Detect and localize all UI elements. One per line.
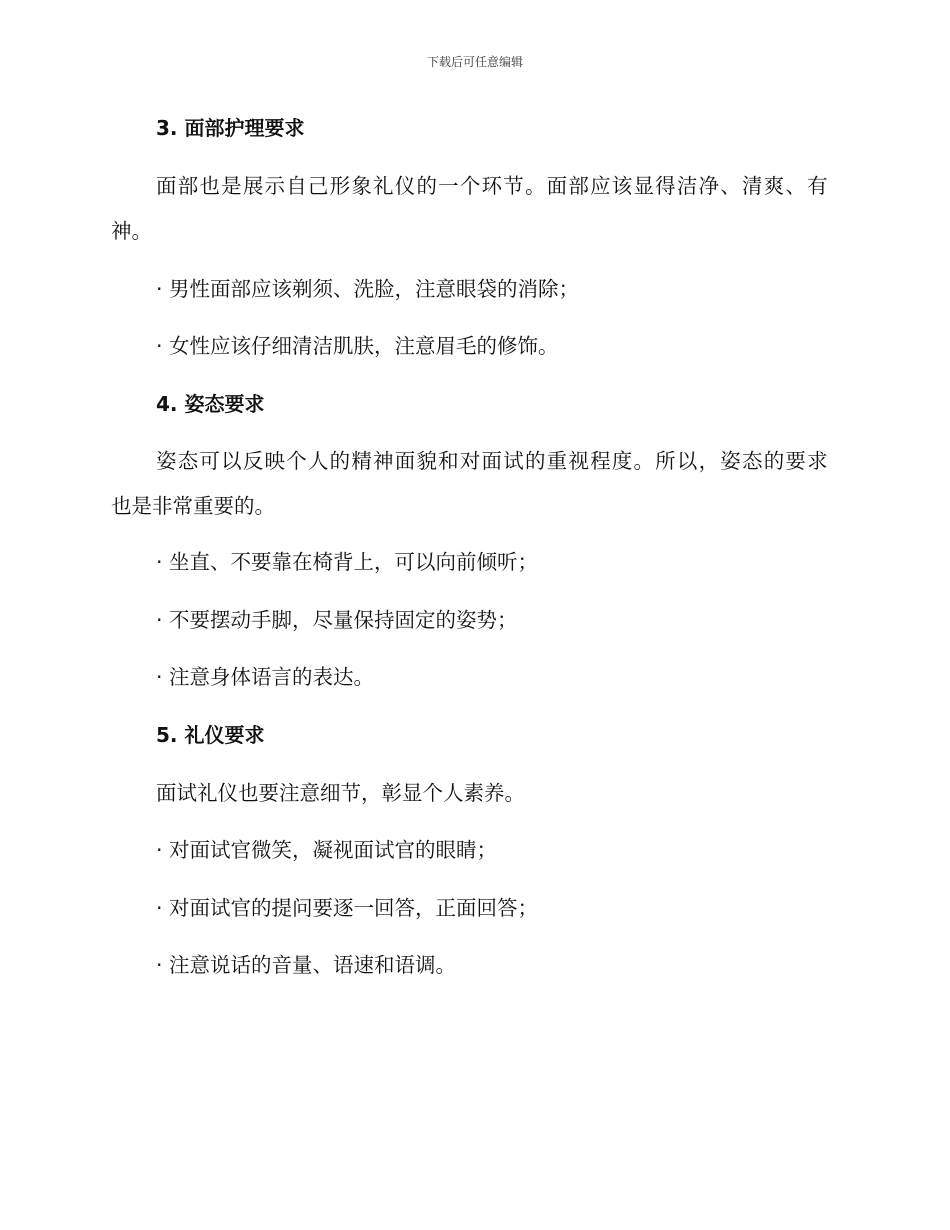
paragraph-line: 姿 态 可 以 反 映 个 人 的 精 神 面 貌 和 对 面 试 的 重 视 程 度 。 所 以 ， 姿 态 的 要 求 — [156, 449, 828, 473]
paragraph-line: 也是非常重要的。 — [111, 494, 275, 518]
bullet-item: · 男性面部应该剃须、洗脸，注意眼袋的消除； — [156, 277, 580, 301]
section-heading-etiquette: 5. 礼仪要求 — [156, 723, 265, 747]
bullet-item: · 注意说话的音量、语速和语调。 — [156, 953, 457, 977]
bullet-item: · 注意身体语言的表达。 — [156, 665, 375, 689]
paragraph-line: 面 部 也 是 展 示 自 己 形 象 礼 仪 的 一 个 环 节 。 面 部 应 该 显 得 洁 净 、 清 爽 、 有 — [156, 174, 828, 198]
bullet-item: · 不要摆动手脚，尽量保持固定的姿势； — [156, 608, 518, 632]
paragraph-line: 神。 — [111, 219, 152, 243]
bullet-item: · 坐直、不要靠在椅背上，可以向前倾听； — [156, 550, 539, 574]
page-header: 下载后可任意编辑 — [426, 55, 523, 69]
section-heading-posture: 4. 姿态要求 — [156, 392, 265, 416]
bullet-item: · 对面试官的提问要逐一回答，正面回答； — [156, 896, 539, 920]
paragraph-line: 面试礼仪也要注意细节，彰显个人素养。 — [156, 781, 525, 805]
bullet-item: · 女性应该仔细清洁肌肤，注意眉毛的修饰。 — [156, 334, 559, 358]
bullet-item: · 对面试官微笑，凝视面试官的眼睛； — [156, 838, 498, 862]
section-heading-face-care: 3. 面部护理要求 — [156, 116, 305, 140]
